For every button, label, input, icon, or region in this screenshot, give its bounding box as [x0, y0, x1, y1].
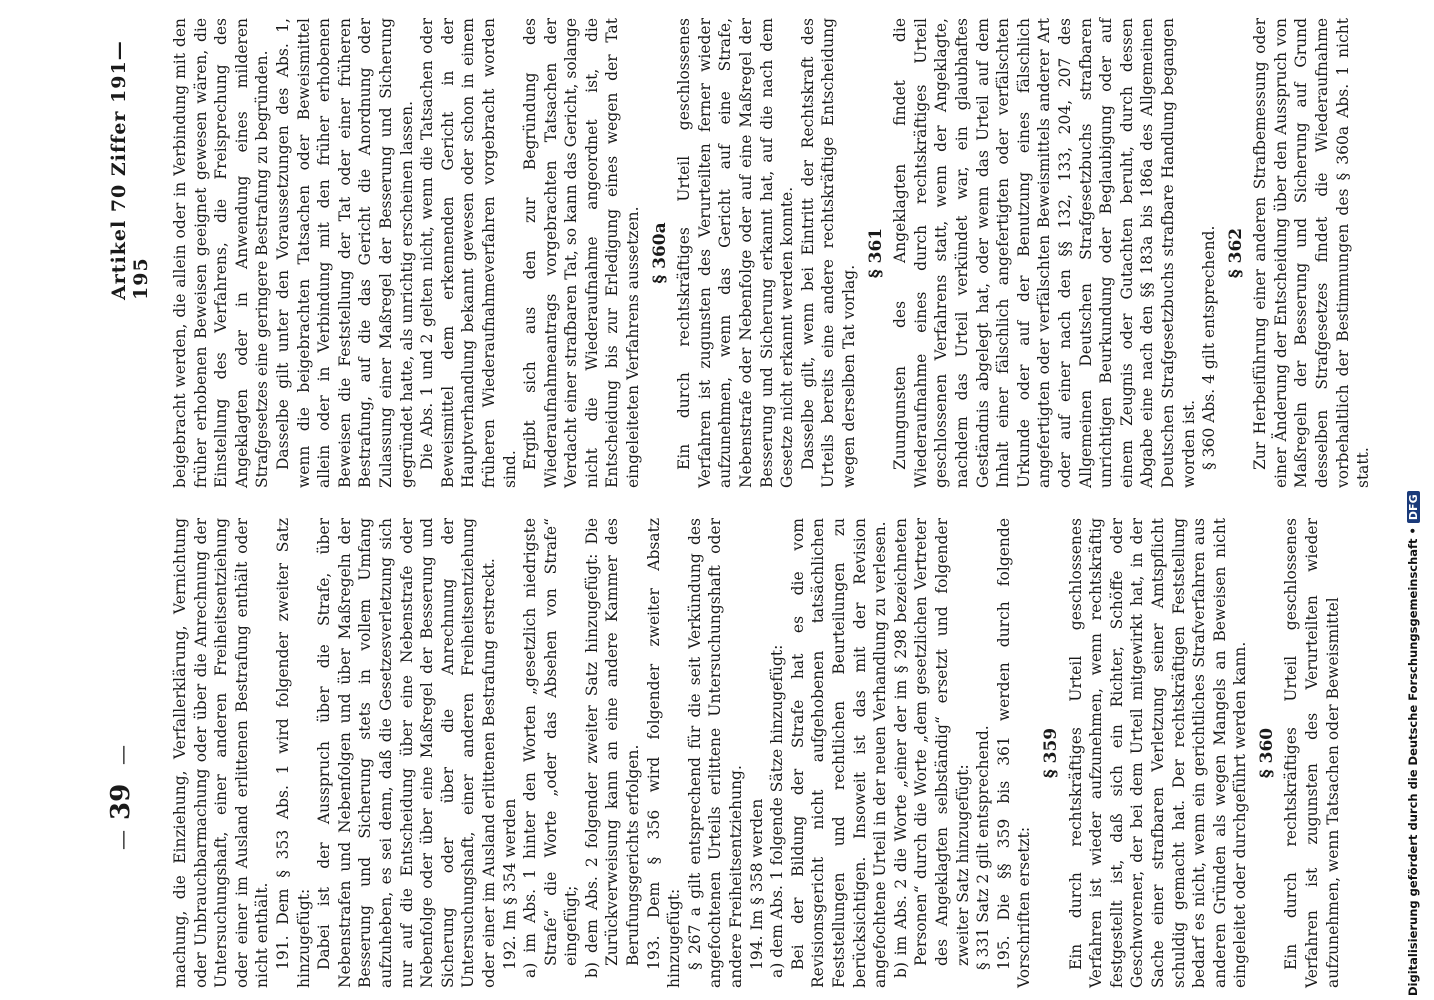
rotated-page: [70, 0, 1410, 1000]
paragraph: Ein durch rechtskräftiges Urteil geschlossenes Verfahren ist zugunsten des Verurteilten wieder aufzunehmen, wenn Tatsachen oder Beweismittel: [1282, 518, 1342, 988]
paragraph: § 331 Satz 2 gilt entsprechend.: [974, 725, 993, 970]
paragraph: Dasselbe gilt, wenn bei Eintritt der Rechtskraft des Urteils bereits eine andere rechtskräftige Entscheidung wegen derselben Tat vorlag.: [798, 18, 858, 488]
list-item: b) dem Abs. 2 folgender zweiter Satz hinzugefügt: Die Zurückverweisung kann an eine andere Kammer des Berufungsgerichts erfolgen.: [582, 518, 643, 978]
stamp-caption: Digitalisierung gefördert durch die Deutsche Forschungsgemeinschaft •: [1406, 527, 1420, 996]
paragraph: Die Abs. 1 und 2 gelten nicht, wenn die Tatsachen oder Beweismittel dem erkennenden Gericht in der Hauptverhandlung bekannt gewesen oder schon in einem früheren Wiederaufnahmeverfahren vorgebracht worden sind.: [418, 18, 519, 488]
paragraph: Zur Herbeiführung einer anderen Strafbemessung oder einer Änderung der Entscheidung über den Ausspruch von Maßregeln der Besserung und Sicherung auf Grund desselben Strafgesetzes findet die Wiederaufnahme vorbehaltlich der Bestimmungen des § 360a Abs. 1 nicht statt.: [1251, 18, 1373, 488]
page-number-dash-right: —: [110, 745, 134, 765]
paragraph: 195. Die §§ 359 bis 361 werden durch folgende Vorschriften ersetzt:: [994, 518, 1034, 988]
right-column: [170, 18, 1374, 488]
digitization-stamp: [1402, 6, 1432, 996]
stamp-text: [1406, 6, 1426, 996]
paragraph: Ergibt sich aus den zur Begründung des Wiederaufnahmeantrags vorgebrachten Tatsachen der Verdacht einer strafbaren Tat, so kann das Gericht, solange nicht die Wiederaufnahme angeordnet ist, die Entscheidung bis zur Erledigung eines wegen der Tat eingeleiteten Verfahrens aussetzen.: [521, 18, 643, 488]
paragraph: § 360 Abs. 4 gilt entsprechend.: [1200, 225, 1219, 470]
left-column: [170, 518, 1343, 988]
dfg-logo: DFG: [1407, 491, 1420, 523]
paragraph: 192. Im § 354 werden: [500, 798, 519, 970]
section-heading: § 359: [1040, 727, 1061, 779]
list-item: b) im Abs. 2 die Worte „einer der im § 298 bezeichneten Personen“ durch die Worte „dem gesetzlichen Vertreter des Angeklagten selbständig“ ersetzt und folgender zweiter Satz hinzugefügt:: [891, 518, 972, 978]
paragraph: 193. Dem § 356 wird folgender zweiter Absatz hinzugefügt:: [644, 518, 684, 988]
paragraph: machung, die Einziehung, Verfallerklärung, Vernichtung oder Unbrauchbarmachung oder über die Anrechnung der Untersuchungshaft, einer anderen Freiheitsentziehung oder einer im Ausland erlittenen Bestrafung enthält oder nicht enthält.: [171, 518, 272, 988]
section-heading: § 361: [865, 227, 886, 279]
paragraph: 191. Dem § 353 Abs. 1 wird folgender zweiter Satz hinzugefügt:: [273, 518, 313, 988]
page-number: 39: [106, 783, 136, 820]
paragraph: Dabei ist der Ausspruch über die Strafe, über Nebenstrafen und Nebenfolgen und über Maßregeln der Besserung und Sicherung stets in vollem Umfang aufzuheben, es sei denn, daß die Gesetzesverletzung sich nur auf die Entscheidung über eine Nebenstrafe oder Nebenfolge oder über eine Maßregel der Besserung und Sicherung oder über die Anrechnung der Untersuchungshaft, einer anderen Freiheitsentziehung oder einer im Ausland erlittenen Bestrafung erstreckt.: [315, 518, 498, 988]
paragraph: Ein durch rechtskräftiges Urteil geschlossenes Verfahren ist zugunsten des Verurteilten ferner wieder aufzunehmen, wenn das Gericht auf eine Strafe, Nebenstrafe oder Nebenfolge oder auf eine Maßregel der Besserung und Sicherung erkannt hat, auf die nach dem Gesetze nicht erkannt werden konnte.: [675, 18, 797, 488]
section-heading: § 360a: [649, 222, 670, 284]
page-number-dash-left: —: [110, 830, 134, 850]
paragraph: Ein durch rechtskräftiges Urteil geschlossenes Verfahren ist wieder aufzunehmen, wenn rechtskräftig festgestellt ist, daß sich ein Richter, Schöffe oder Geschworener, der bei dem Urteil mitgewirkt hat, in der Sache einer strafbaren Verletzung seiner Amtspflicht schuldig gemacht hat. Der rechtskräftigen Feststellung bedarf es nicht, wenn ein gerichtliches Strafverfahren aus anderen Gründen als wegen Mangels an Beweisen nicht eingeleitet oder durchgeführt werden kann.: [1066, 518, 1250, 988]
paragraph: Dasselbe gilt unter den Voraussetzungen des Abs. 1, wenn die beigebrachten Tatsachen oder Beweismittel allein oder in Verbindung mit den früher erhobenen Beweisen die Feststellung der Tat oder einer früheren Bestrafung, auf die das Gericht die Anordnung oder Zulassung einer Maßregel der Besserung und Sicherung gegründet hatte, als unrichtig erscheinen lassen.: [273, 18, 416, 488]
page-header: [98, 0, 152, 1000]
paragraph: § 267 a gilt entsprechend für die seit Verkündung des angefochtenen Urteils erlittene Untersuchungshaft oder andere Freiheitsentziehung.: [685, 518, 746, 988]
list-item: a) im Abs. 1 hinter den Worten „gesetzlich niedrigste Strafe“ die Worte „oder das Absehen von Strafe“ eingefügt;: [521, 518, 581, 978]
section-heading: § 360: [1256, 727, 1277, 779]
running-head: Artikel 70 Ziffer 191—195: [108, 40, 152, 300]
paragraph: 194. Im § 358 werden: [747, 798, 766, 970]
section-heading: § 362: [1225, 227, 1246, 279]
paragraph: beigebracht werden, die allein oder in Verbindung mit den früher erhobenen Beweisen geeignet gewesen wären, die Einstellung des Verfahrens, die Freisprechung des Angeklagten oder in Anwendung eines milderen Strafgesetzes eine geringere Bestrafung zu begründen.: [171, 18, 272, 488]
paragraph: Bei der Bildung der Strafe hat es die vom Revisionsgericht nicht aufgehobenen tatsächlichen Feststellungen und rechtlichen Beurteilungen zu berücksichtigen. Insoweit ist das mit der Revision angefochtene Urteil in der neuen Verhandlung zu verlesen.: [788, 518, 890, 988]
paragraph: Zuungunsten des Angeklagten findet die Wiederaufnahme eines durch rechtskräftiges Urteil geschlossenen Verfahrens statt, wenn der Angeklagte, nachdem das Urteil verkündet war, ein glaubhaftes Geständnis abgelegt hat, oder wenn das Urteil auf dem Inhalt einer fälschlich angefertigten oder verfälschten Urkunde oder auf der Benutzung eines fälschlich angefertigten oder verfälschten Beweismittels anderer Art oder auf einer nach den §§ 132, 133, 204, 207 des Allgemeinen Deutschen Strafgesetzbuchs strafbaren unrichtigen Beurkundung oder Beglaubigung oder auf einem Zeugnis oder Gutachten beruht, durch dessen Abgabe eine nach den §§ 183a bis 186a des Allgemeinen Deutschen Strafgesetzbuchs strafbare Handlung begangen worden ist.: [891, 18, 1198, 488]
list-item: a) dem Abs. 1 folgende Sätze hinzugefügt:: [768, 644, 787, 978]
